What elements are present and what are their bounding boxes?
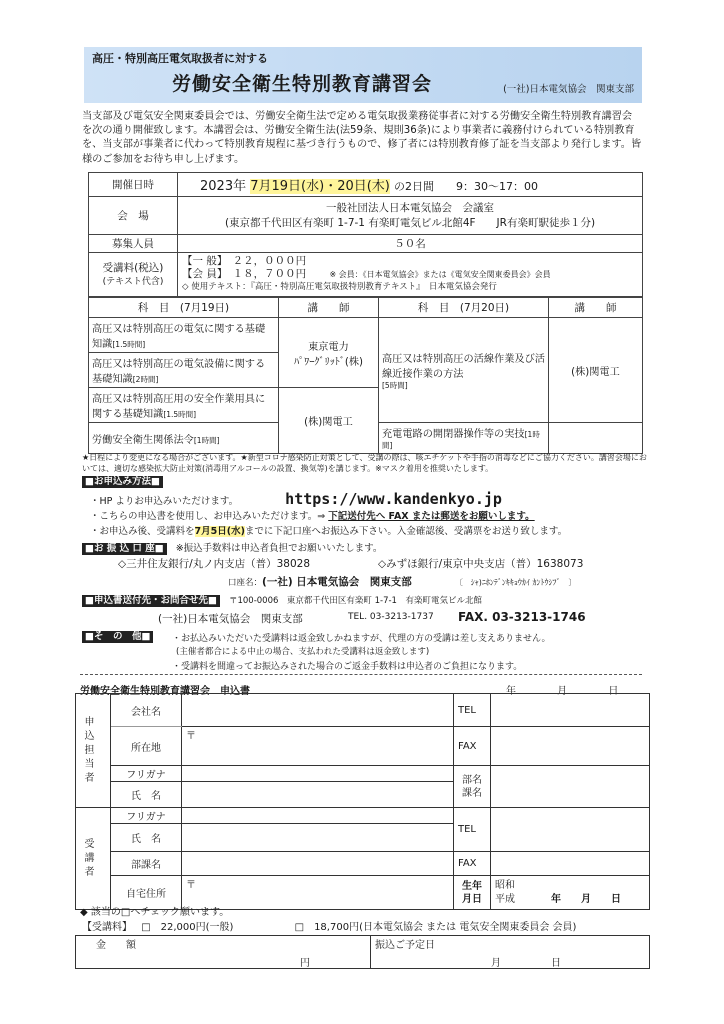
application-form <box>75 693 650 910</box>
teacher-header-2: 講 師 <box>549 298 643 318</box>
fee-general: 【一 般】 ２２，０００円 <box>182 255 307 267</box>
teacher-3: (株)関電工 <box>549 318 643 423</box>
website-link[interactable]: https://www.kandenkyo.jp <box>285 490 502 508</box>
date-time: の2日間 9：30～17：00 <box>394 180 539 193</box>
birth-showa: 昭和 <box>495 879 515 891</box>
attendee-fax-label: FAX <box>454 852 491 876</box>
other-section-title: ■そ の 他■ <box>82 631 153 643</box>
attendee-dept-input[interactable] <box>182 852 454 876</box>
fee-member: 【会 員】 １８，７００円 <box>182 268 307 280</box>
intro-paragraph: 当支部及び電気安全関東委員会では、労働安全衛生法で定める電気取扱業務従事者に対する労働安全衛生特別教育講習会を次の通り開催致します。本講習会は、労働安全衛生法(法59条、規則36条)により事業者に義務付けられている特別教育を、当支部が事業者に代わって特別教育規程に基づき行うもので、修了者には特別教育修了証を当支部より発行します。皆様のご参加をお待ち申し上げます。 <box>82 111 642 165</box>
dept-input[interactable] <box>491 766 650 808</box>
fee-option-member-checkbox[interactable]: □ 18,700円(日本電気協会 または 電気安全関東委員会 会員) <box>294 922 577 933</box>
apply-line-1: ・HP よりお申込みいただけます。 https://www.kandenkyo.jp <box>90 490 502 508</box>
birth-ymd: 年 月 日 <box>551 893 621 905</box>
company-input[interactable] <box>182 694 454 727</box>
address-input[interactable]: 〒 <box>182 727 454 766</box>
attendee-fax-input[interactable] <box>491 852 650 876</box>
contact-address: 〒100-0006 東京都千代田区有楽町 1-7-1 有楽町電気ビル北館 <box>228 596 482 606</box>
other-line-3: ・受講料を間違ってお振込みされた場合のご返金手数料は申込者のご負担になります。 <box>172 662 523 672</box>
birth-input[interactable] <box>491 876 650 910</box>
home-address-label: 自宅住所 <box>111 876 182 910</box>
company-label: 会社名 <box>111 694 182 727</box>
bank-1: ◇三井住友銀行/丸ノ内支店（普）38028 <box>118 558 311 570</box>
info-table <box>88 172 643 297</box>
subject-day1-4: 労働安全衛生関係法令[1時間] <box>89 423 279 454</box>
section-attendee: 受講者 <box>76 808 111 910</box>
venue-name: 一般社団法人日本電気協会 会議室 <box>326 201 494 214</box>
attendee-name-input[interactable] <box>182 824 454 852</box>
subject-day1-1: 高圧又は特別高圧の電気に関する基礎知識[1.5時間] <box>89 318 279 353</box>
bank-section-title: ■お 振 込 口 座■ ※振込手数料は申込者負担でお願いいたします。 <box>82 540 382 555</box>
address-label: 所在地 <box>111 727 182 766</box>
other-line-1: ・お払込みいただいた受講料は返金致しかねますが、代理の方の受講は差し支えありません。 <box>172 634 551 644</box>
date-year: 2023年 <box>200 179 247 194</box>
amount-yen: 円 <box>300 958 310 969</box>
birth-heisei: 平成 <box>495 893 515 905</box>
header-org: (一社)日本電気協会 関東支部 <box>503 84 634 95</box>
attendee-tel-input[interactable] <box>491 808 650 852</box>
amount-cell[interactable] <box>76 936 371 969</box>
subject-day1-2: 高圧又は特別高圧の電気設備に関する基礎知識[2時間] <box>89 353 279 388</box>
birth-label: 生年 月日 <box>454 876 491 910</box>
attendee-furigana-label: フリガナ <box>111 808 182 824</box>
contact-tel: TEL. 03-3213-1737 <box>348 612 434 622</box>
name-input[interactable] <box>182 782 454 808</box>
form-title: 労働安全衛生特別教育講習会 申込書 <box>80 686 250 697</box>
fee-value <box>178 253 643 297</box>
transfer-date-md: 月 日 <box>491 958 561 969</box>
bank-2: ◇みずほ銀行/東京中央支店（普）1638073 <box>378 558 584 570</box>
fee-label-line1: 受講料(税込) <box>102 261 164 274</box>
page-title: 労働安全衛生特別教育講習会 <box>172 73 433 95</box>
subjects-table <box>88 297 643 454</box>
contact-fax: FAX. 03-3213-1746 <box>458 610 586 624</box>
apply-line-2: ・こちらの申込書を使用し、お申込みいただけます。⇒ 下記送付先へ FAX または郵送をお願いします。 <box>90 511 535 522</box>
attendee-tel-label: TEL <box>454 808 491 852</box>
subject-day1-3: 高圧又は特別高圧用の安全作業用具に関する基礎知識[1.5時間] <box>89 388 279 423</box>
amount-label: 金 額 <box>96 940 136 951</box>
teacher-header-1: 講 師 <box>279 298 379 318</box>
check-instruction: ◆ 該当の□へチェック願います。 <box>80 907 230 918</box>
contact-org: (一社)日本電気協会 関東支部 <box>158 613 303 625</box>
section-applicant: 申込担当者 <box>76 694 111 808</box>
attendee-dept-label: 部課名 <box>111 852 182 876</box>
header-subtitle: 高圧・特別高圧電気取扱者に対する <box>92 52 268 65</box>
fee-option-general-checkbox[interactable]: □ 22,000円(一般) <box>141 922 234 933</box>
venue-address: (東京都千代田区有楽町 1-7-1 有楽町電気ビル北館4F JR有楽町駅徒歩１分) <box>224 216 596 229</box>
subject-header-day2: 科 目 (7月20日) <box>379 298 549 318</box>
fee-member-note: ※ 会員：《日本電気協会》または《電気安全関東委員会》会員 <box>329 270 551 279</box>
header-banner <box>84 47 642 103</box>
fee-choice-row <box>82 918 576 933</box>
name-label: 氏 名 <box>111 782 182 808</box>
tel-label: TEL <box>454 694 491 727</box>
fax-label: FAX <box>454 727 491 766</box>
fax-input[interactable] <box>491 727 650 766</box>
transfer-date-cell[interactable] <box>371 936 650 969</box>
fee-choice-label: 【受講料】 <box>82 922 132 933</box>
transfer-date-label: 振込ご予定日 <box>375 940 435 951</box>
other-line-2: (主催者都合による中止の場合、支払われた受講料は返金致します) <box>176 647 430 657</box>
teacher-2: (株)関電工 <box>279 388 379 454</box>
apply-section-title: ■お申込み方法■ <box>82 476 163 488</box>
fee-label-line2: (テキスト代含) <box>102 276 164 287</box>
capacity-value: ５０名 <box>178 235 643 253</box>
fee-label <box>89 253 178 297</box>
subject-day2-1: 高圧又は特別高圧の活線作業及び活線近接作業の方法 [5時間] <box>379 318 549 423</box>
apply-line-3: ・お申込み後、受講料を7月5日(水)までに下記口座へお振込み下さい。入金確認後、受講票をお送り致します。 <box>90 526 568 537</box>
tel-input[interactable] <box>491 694 650 727</box>
dept-label: 部名 課名 <box>454 766 491 808</box>
furigana-label: フリガナ <box>111 766 182 782</box>
home-address-input[interactable]: 〒 <box>182 876 454 910</box>
venue-value <box>178 197 643 235</box>
subject-day2-2: 充電電路の開閉器操作等の実技[1時間] <box>379 423 549 454</box>
form-date: 年 月 日 <box>506 686 619 697</box>
payment-table <box>75 935 650 969</box>
date-label: 開催日時 <box>89 173 178 197</box>
teacher-1: 東京電力 ﾊﾟﾜｰｸﾞﾘｯﾄﾞ(株) <box>279 318 379 388</box>
subject-header-day1: 科 目 (7月19日) <box>89 298 279 318</box>
date-value <box>178 173 643 197</box>
attendee-name-label: 氏 名 <box>111 824 182 852</box>
account-name: 口座名：(一社) 日本電気協会 関東支部 〔 ｼｬ)ﾆﾎﾝﾃﾞﾝｷｷｮｳｶｲ ｶﾝﾄｳｼﾌﾞ 〕 <box>228 576 577 588</box>
bank-note: ※振込手数料は申込者負担でお願いいたします。 <box>175 543 383 554</box>
venue-label: 会 場 <box>89 197 178 235</box>
contact-section-title: ■申込書送付先・お問合せ先■ 〒100-0006 東京都千代田区有楽町 1-7-1 有楽町電気ビル北館 <box>82 594 482 607</box>
date-highlight: 7月19日(水)・20日(木) <box>250 179 390 194</box>
capacity-label: 募集人員 <box>89 235 178 253</box>
attendee-furigana-input[interactable] <box>182 808 454 824</box>
notice-text: ★日程により変更になる場合がございます。★新型コロナ感染防止対策として、受講の際は、咳エチケットや手指の消毒などにご協力ください。講習会場においては、適切な感染拡大防止対策(消毒用アルコールの設置、換気等)を講じます。※マスク着用を推奨いたします。 <box>82 453 647 473</box>
furigana-input[interactable] <box>182 766 454 782</box>
fee-text-note: ◇ 使用テキスト：『高圧・特別高圧電気取扱特別教育テキスト』 日本電気協会発行 <box>182 282 497 292</box>
cut-line <box>80 674 642 675</box>
